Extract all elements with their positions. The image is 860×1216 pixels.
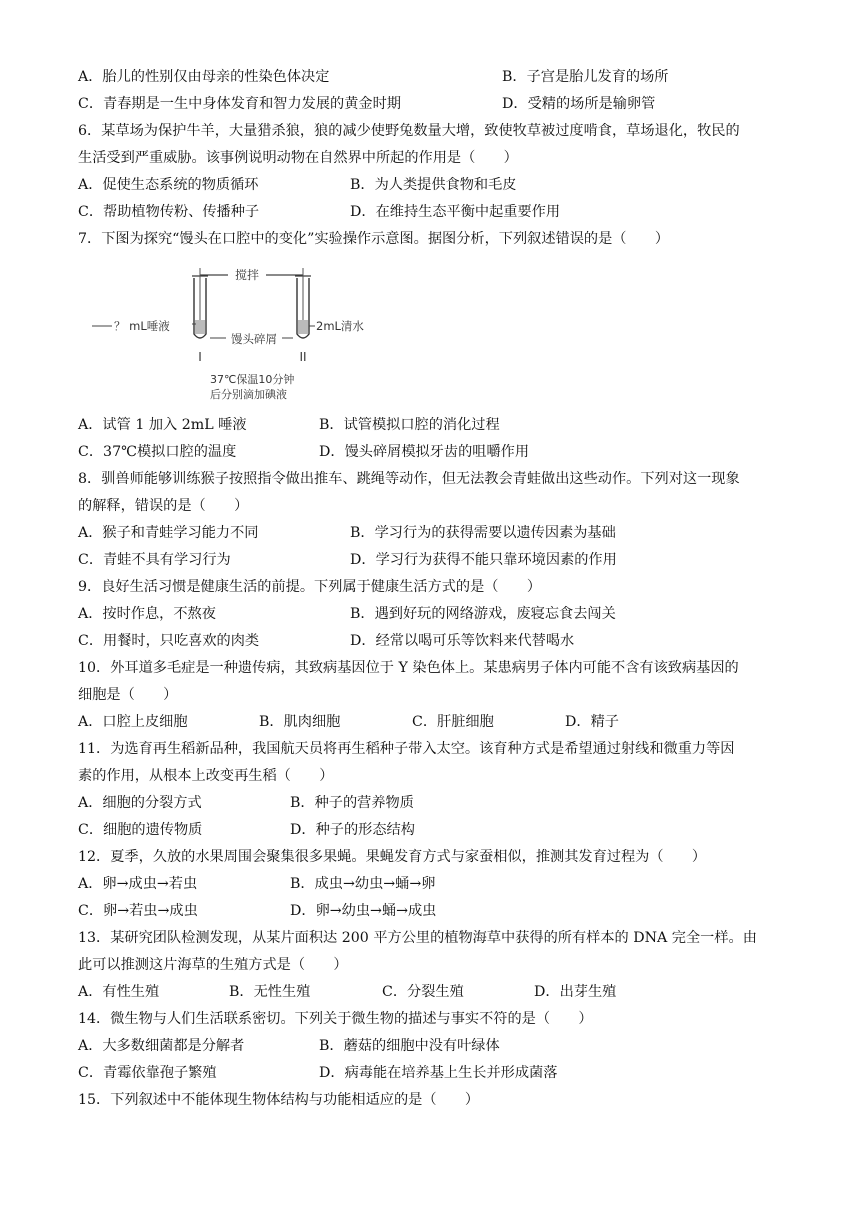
q13-option-a: A．有性生殖: [78, 984, 160, 1000]
q5-option-a: A．胎儿的性别仅由母亲的性染色体决定: [78, 69, 330, 85]
q9-option-d: D．经常以喝可乐等饮料来代替喝水: [350, 633, 575, 649]
q6-option-d: D．在维持生态平衡中起重要作用: [350, 204, 561, 220]
q13-stem-line-2: 此可以推测这片海草的生殖方式是（ ）: [78, 957, 348, 973]
q10-stem-line-1: 10．外耳道多毛症是一种遗传病，其致病基因位于 Y 染色体上。某患病男子体内可能不含有该致病基因的: [78, 660, 739, 676]
q13-option-b: B．无性生殖: [229, 984, 311, 1000]
q13-stem-line-1: 13．某研究团队检测发现，从某片面积达 200 平方公里的植物海草中获得的所有样本的 DNA 完全一样。由: [78, 930, 757, 946]
q14-option-c: C．青霉依靠孢子繁殖: [78, 1065, 217, 1081]
q7-stem: 7．下图为探究“馒头在口腔中的变化”实验操作示意图。据图分析，下列叙述错误的是（ ）: [78, 231, 670, 247]
water-label: 2mL清水: [316, 319, 364, 333]
q8-stem-line-2: 的解释，错误的是（ ）: [78, 498, 249, 514]
q12-option-c: C．卵→若虫→成虫: [78, 903, 198, 919]
q5-option-d: D．受精的场所是输卵管: [502, 96, 656, 112]
q13-option-c: C．分裂生殖: [382, 984, 464, 1000]
q5-option-b: B．子宫是胎儿发育的场所: [502, 69, 669, 85]
test-tube-2: [295, 268, 311, 338]
q14-option-a: A．大多数细菌都是分解者: [78, 1038, 245, 1054]
q7-option-c: C．37℃模拟口腔的温度: [78, 444, 237, 460]
q6-option-a: A．促使生态系统的物质循环: [78, 177, 259, 193]
q13-option-d: D．出芽生殖: [534, 984, 617, 1000]
q11-option-a: A．细胞的分裂方式: [78, 795, 202, 811]
q9-option-a: A．按时作息，不熬夜: [78, 606, 216, 622]
q12-option-d: D．卵→幼虫→蛹→成虫: [290, 903, 437, 919]
q9-option-c: C．用餐时，只吃喜欢的肉类: [78, 633, 260, 649]
q11-stem-line-1: 11．为选育再生稻新品种，我国航天员将再生稻种子带入太空。该育种方式是希望通过射线和微重力等因: [78, 741, 735, 757]
stir-label: 搅拌: [234, 268, 260, 282]
experiment-figure: [88, 258, 368, 408]
q15-stem: 15．下列叙述中不能体现生物体结构与功能相适应的是（ ）: [78, 1092, 480, 1108]
q7-option-a: A．试管 1 加入 2mL 唾液: [78, 417, 247, 433]
q10-option-a: A．口腔上皮细胞: [78, 714, 188, 730]
q6-option-c: C．帮助植物传粉、传播种子: [78, 204, 260, 220]
saliva-label: ？ mL唾液: [114, 319, 170, 333]
q10-stem-line-2: 细胞是（ ）: [78, 687, 178, 703]
q5-option-c: C．青春期是一生中身体发育和智力发展的黄金时期: [78, 96, 401, 112]
q11-option-d: D．种子的形态结构: [290, 822, 415, 838]
q10-option-d: D．精子: [565, 714, 619, 730]
q11-option-b: B．种子的营养物质: [290, 795, 414, 811]
q8-stem-line-1: 8．驯兽师能够训练猴子按照指令做出推车、跳绳等动作，但无法教会青蛙做出这些动作。下列对这一现象: [78, 471, 740, 487]
q8-option-c: C．青蛙不具有学习行为: [78, 552, 231, 568]
crumbs-label: 馒头碎屑: [231, 332, 277, 346]
q14-option-d: D．病毒能在培养基上生长并形成菌落: [319, 1065, 558, 1081]
q9-option-b: B．遇到好玩的网络游戏，废寝忘食去闯关: [350, 606, 616, 622]
q12-stem: 12．夏季，久放的水果周围会聚集很多果蝇。果蝇发育方式与家蚕相似，推测其发育过程为（ ）: [78, 849, 707, 865]
q9-stem: 9．良好生活习惯是健康生活的前提。下列属于健康生活方式的是（ ）: [78, 579, 542, 595]
test-tube-1: [192, 268, 208, 338]
q11-option-c: C．细胞的遗传物质: [78, 822, 203, 838]
q10-option-b: B．肌肉细胞: [259, 714, 341, 730]
q8-option-a: A．猴子和青蛙学习能力不同: [78, 525, 259, 541]
q6-stem-line-2: 生活受到严重威胁。该事例说明动物在自然界中所起的作用是（ ）: [78, 150, 518, 166]
tube-1-label: I: [198, 350, 202, 364]
q7-option-d: D．馒头碎屑模拟牙齿的咀嚼作用: [319, 444, 530, 460]
q7-option-b: B．试管模拟口腔的消化过程: [319, 417, 500, 433]
q12-option-a: A．卵→成虫→若虫: [78, 876, 198, 892]
tube-2-label: II: [299, 350, 307, 364]
q10-option-c: C．肝脏细胞: [412, 714, 494, 730]
q8-option-d: D．学习行为获得不能只靠环境因素的作用: [350, 552, 617, 568]
q14-option-b: B．蘑菇的细胞中没有叶绿体: [319, 1038, 500, 1054]
q11-stem-line-2: 素的作用，从根本上改变再生稻（ ）: [78, 768, 334, 784]
q6-stem-line-1: 6．某草场为保护牛羊，大量猎杀狼，狼的减少使野兔数量大增，致使牧草被过度啃食，草场退化，牧民的: [78, 123, 740, 139]
incubation-note-1: 37℃保温10分钟: [210, 373, 295, 386]
q14-stem: 14．微生物与人们生活联系密切。下列关于微生物的描述与事实不符的是（ ）: [78, 1011, 593, 1027]
q8-option-b: B．学习行为的获得需要以遗传因素为基础: [350, 525, 616, 541]
q12-option-b: B．成虫→幼虫→蛹→卵: [290, 876, 436, 892]
q6-option-b: B．为人类提供食物和毛皮: [350, 177, 517, 193]
incubation-note-2: 后分别滴加碘液: [210, 388, 287, 401]
